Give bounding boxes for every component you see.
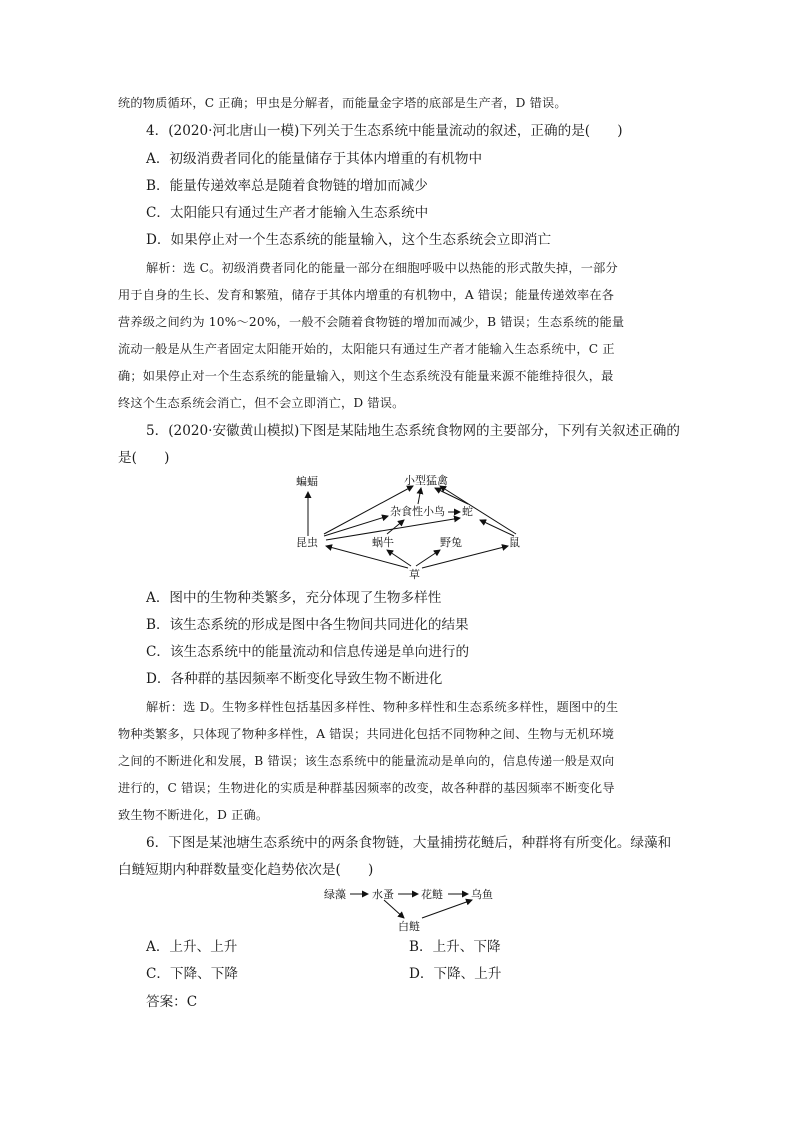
- food-web-1-node-raptor: 小型猛禽: [404, 474, 448, 487]
- food-chain-diagram-2: [322, 884, 502, 934]
- question-5-analysis-line: 物种类繁多，只体现了物种多样性，A 错误；共同进化包括不同物种之间、生物与无机环境: [118, 727, 615, 741]
- question-5-option-a: A．图中的生物种类繁多，充分体现了生物多样性: [146, 590, 442, 606]
- food-web-1-node-rabbit: 野兔: [440, 536, 462, 549]
- food-web-1-arrows: [308, 486, 516, 568]
- food-web-diagram-1: [290, 470, 530, 582]
- question-4-analysis-line: 营养级之间约为 10%～20%，一般不会随着食物链的增加而减少，B 错误；生态系统的能量: [118, 315, 625, 329]
- question-5-analysis-line: 进行的，C 错误；生物进化的实质是种群基因频率的改变，故各种群的基因频率不断变化导: [118, 781, 615, 795]
- question-6-option-d: D．下降、上升: [409, 966, 502, 982]
- question-6-answer: 答案：C: [146, 994, 198, 1010]
- question-6-stem-continued: 白鲢短期内种群数量变化趋势依次是( ): [118, 862, 374, 878]
- food-web-1-node-snail: 蜗牛: [372, 536, 394, 549]
- question-4-option-b: B．能量传递效率总是随着食物链的增加而减少: [146, 178, 428, 194]
- food-chain-2-node-snakehead: 乌鱼: [471, 888, 493, 901]
- question-4-analysis-line: 流动一般是从生产者固定太阳能开始的，太阳能只有通过生产者才能输入生态系统中，C 正: [118, 342, 615, 356]
- question-4-option-d: D．如果停止对一个生态系统的能量输入，这个生态系统会立即消亡: [146, 232, 552, 248]
- food-web-1-node-bat: 蝙蝠: [296, 475, 318, 488]
- food-chain-2-node-silver: 白鲢: [398, 920, 420, 933]
- question-4-option-c: C．太阳能只有通过生产者才能输入生态系统中: [146, 205, 429, 221]
- question-5-stem-continued: 是( ): [118, 450, 170, 466]
- food-web-1-node-grass: 草: [409, 568, 420, 581]
- question-4-analysis-line: 确；如果停止对一个生态系统的能量输入，则这个生态系统没有能量来源不能维持很久，最: [118, 369, 614, 383]
- question-6-option-c: C．下降、下降: [146, 966, 238, 982]
- question-6-stem: 6．下图是某池塘生态系统中的两条食物链，大量捕捞花鲢后，种群将有所变化。绿藻和: [146, 835, 672, 851]
- food-chain-2-node-bighead: 花鲢: [421, 888, 443, 901]
- question-4-analysis-line: 解析：选 C。初级消费者同化的能量一部分在细胞呼吸中以热能的形式散失掉，一部分: [146, 261, 618, 275]
- question-6-option-b: B．上升、下降: [409, 939, 501, 955]
- food-web-1-node-insect: 昆虫: [296, 536, 318, 549]
- question-6-option-a: A．上升、上升: [146, 939, 238, 955]
- question-5-analysis-line: 之间的不断进化和发展，B 错误；该生态系统中的能量流动是单向的，信息传递一般是双向: [118, 754, 615, 768]
- question-5-option-c: C．该生态系统中的能量流动和信息传递是单向进行的: [146, 644, 470, 660]
- food-chain-2-node-algae: 绿藻: [324, 888, 346, 901]
- question-5-analysis-line: 致生物不断进化，D 正确。: [118, 808, 269, 822]
- question-4-analysis-line: 终这个生态系统会消亡，但不会立即消亡，D 错误。: [118, 396, 405, 410]
- question-4-stem: 4．(2020·河北唐山一模)下列关于生态系统中能量流动的叙述，正确的是( ): [146, 123, 623, 139]
- food-web-1-node-rat: 鼠: [509, 536, 520, 549]
- food-web-1-node-snake: 蛇: [462, 505, 473, 518]
- question-5-option-b: B．该生态系统的形成是图中各生物间共同进化的结果: [146, 617, 469, 633]
- analysis-tail-line: 统的物质循环，C 正确；甲虫是分解者，而能量金字塔的底部是生产者，D 错误。: [118, 96, 567, 110]
- food-chain-2-arrows: [350, 894, 472, 918]
- food-web-1-node-bird: 杂食性小鸟: [390, 505, 445, 518]
- question-5-stem: 5．(2020·安徽黄山模拟)下图是某陆地生态系统食物网的主要部分，下列有关叙述正确的: [146, 423, 680, 439]
- question-4-option-a: A．初级消费者同化的能量储存于其体内增重的有机物中: [146, 151, 483, 167]
- question-4-analysis-line: 用于自身的生长、发育和繁殖，储存于其体内增重的有机物中，A 错误；能量传递效率在各: [118, 288, 615, 302]
- food-chain-2-node-flea: 水蚤: [372, 888, 394, 901]
- question-5-analysis-line: 解析：选 D。生物多样性包括基因多样性、物种多样性和生态系统多样性，题图中的生: [146, 700, 619, 714]
- question-5-option-d: D．各种群的基因频率不断变化导致生物不断进化: [146, 671, 443, 687]
